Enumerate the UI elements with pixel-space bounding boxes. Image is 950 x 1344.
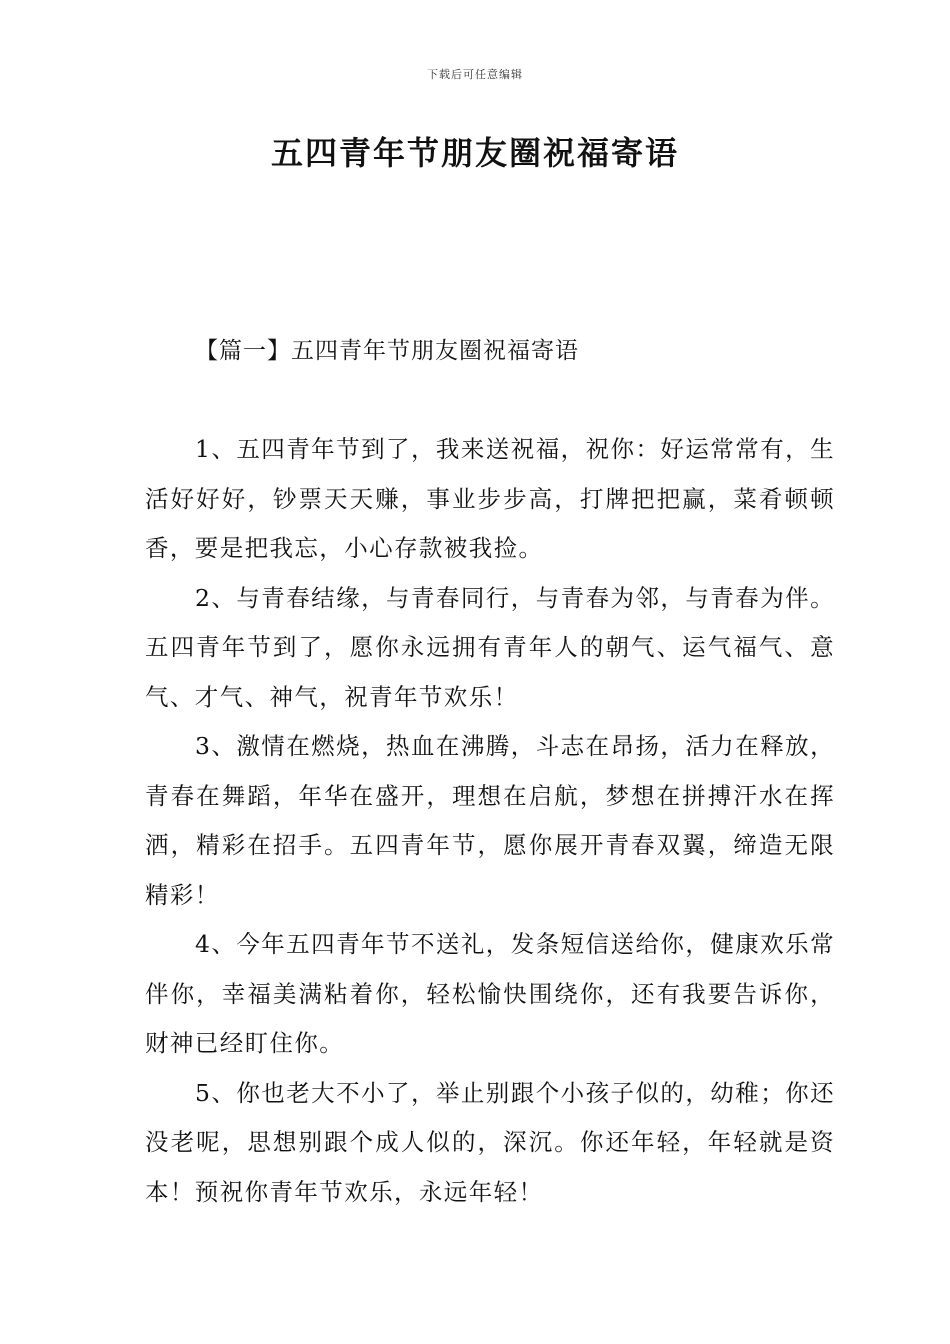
document-body bbox=[145, 425, 835, 1217]
document-title: 五四青年节朋友圈祝福寄语 bbox=[270, 134, 679, 172]
paragraph-2: 2、与青春结缘，与青春同行，与青春为邻，与青春为伴。五四青年节到了，愿你永远拥有青年人的朝气、运气福气、意气、才气、神气，祝青年节欢乐！ bbox=[145, 583, 835, 711]
paragraph-1: 1、五四青年节到了，我来送祝福，祝你：好运常常有，生活好好好，钞票天天赚，事业步步高，打牌把把赢，菜肴顿顿香，要是把我忘，小心存款被我捡。 bbox=[145, 435, 835, 562]
section-heading: 【篇一】五四青年节朋友圈祝福寄语 bbox=[195, 338, 579, 364]
paragraph-5: 5、你也老大不小了，举止别跟个小孩子似的，幼稚；你还没老呢，思想别跟个成人似的，深沉。你还年轻，年轻就是资本！预祝你青年节欢乐，永远年轻！ bbox=[145, 1078, 835, 1206]
paragraph-3: 3、激情在燃烧，热血在沸腾，斗志在昂扬，活力在释放，青春在舞蹈，年华在盛开，理想在启航，梦想在拼搏汗水在挥洒，精彩在招手。五四青年节，愿你展开青春双翼，缔造无限精彩！ bbox=[145, 732, 835, 909]
paragraph-4: 4、今年五四青年节不送礼，发条短信送给你，健康欢乐常伴你，幸福美满粘着你，轻松愉快围绕你，还有我要告诉你，财神已经盯住你。 bbox=[145, 930, 835, 1057]
header-note: 下载后可任意编辑 bbox=[427, 68, 523, 81]
